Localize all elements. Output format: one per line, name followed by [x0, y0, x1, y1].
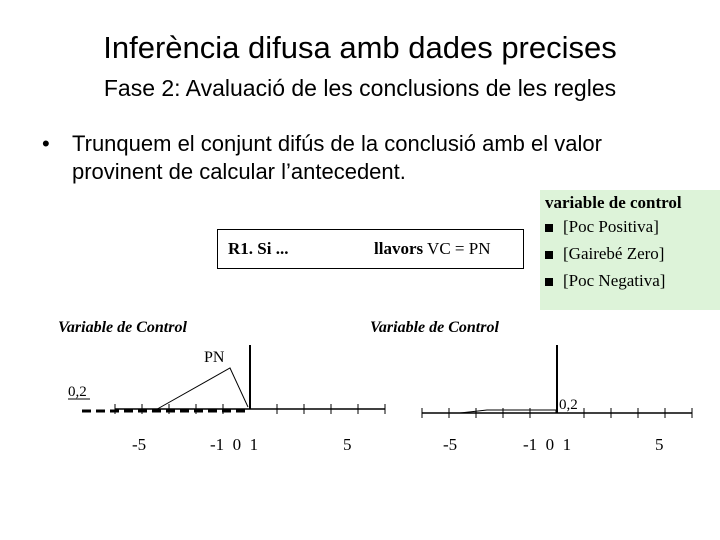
left-cut-value: 0,2 [68, 384, 87, 400]
slide-subtitle: Fase 2: Avaluació de les conclusions de les regles [103, 75, 617, 101]
bullet-text: Trunquem el conjunt difús de la conclusió amb el valor provinent de calcular l’antecedent. [72, 131, 602, 184]
left-plot [58, 319, 385, 454]
legend-item-label: [Poc Positiva] [563, 217, 659, 236]
legend-item-label: [Poc Negativa] [563, 271, 666, 290]
right-tick-label: 5 [655, 435, 664, 454]
left-membership-function [152, 368, 248, 412]
rule-antecedent: R1. Si ... [228, 239, 289, 258]
right-plot [370, 319, 692, 454]
right-tick-label: -1 0 1 [523, 435, 572, 454]
right-cut-value: 0,2 [559, 397, 578, 413]
left-tick-label: 5 [343, 435, 352, 454]
rule-then-keyword: llavors [374, 239, 424, 258]
left-tick-label: -5 [132, 435, 147, 454]
left-set-label: PN [204, 349, 225, 366]
legend-title: variable de control [545, 193, 682, 212]
rule-then-text: VC = PN [423, 239, 491, 258]
right-tick-label: -5 [443, 435, 458, 454]
left-tick-label: -1 0 1 [210, 435, 259, 454]
legend-item-label: [Gairebé Zero] [563, 244, 665, 263]
right-axis-label: Variable de Control [370, 319, 499, 336]
left-axis-label: Variable de Control [58, 319, 187, 336]
bullet-icon: • [42, 131, 50, 156]
slide-title: Inferència difusa amb dades precises [103, 30, 617, 65]
